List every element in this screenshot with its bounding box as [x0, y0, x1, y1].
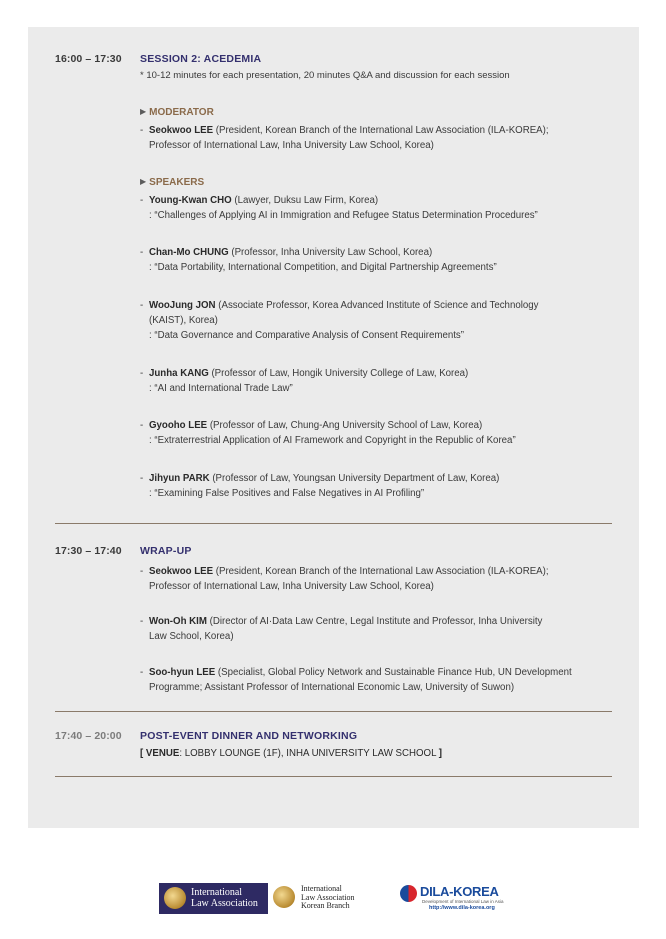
person-name: Gyooho LEE: [149, 420, 208, 431]
moderator-heading-label: MODERATOR: [149, 107, 214, 118]
ila-korea-globe-icon: [273, 886, 295, 908]
dinner-title: POST-EVENT DINNER AND NETWORKING: [140, 730, 358, 742]
ila-korea-line3: Korean Branch: [301, 901, 350, 910]
wrapup-entry: - Soo-hyun LEE (Specialist, Global Policy Network and Sustainable Finance Hub, UN Development Programme; Assistant Professor of International Economic Law, University of Suwon): [140, 665, 625, 695]
talk-title: : “Data Portability, International Competition, and Digital Partnership Agreements”: [149, 262, 497, 273]
program-panel: [28, 27, 639, 828]
person-affiliation: (Professor of Law, Chung-Ang University School of Law, Korea): [207, 420, 483, 431]
person-name: Chan-Mo CHUNG: [149, 247, 229, 258]
person-affiliation: (Associate Professor, Korea Advanced Institute of Science and Technology: [215, 300, 539, 311]
person-affiliation: (Lawyer, Duksu Law Firm, Korea): [231, 195, 379, 206]
ila-globe-icon: [164, 887, 186, 909]
talk-title: : “AI and International Trade Law”: [149, 383, 293, 394]
dila-name: DILA-KOREA: [420, 884, 499, 899]
section-divider: [55, 523, 612, 524]
venue-bracket-close: ]: [438, 748, 443, 759]
person-name: Junha KANG: [149, 368, 209, 379]
person-affiliation: (President, Korean Branch of the International Law Association (ILA-KOREA);: [213, 125, 549, 136]
wrapup-entry: - Won-Oh KIM (Director of AI·Data Law Centre, Legal Institute and Professor, Inha University Law School, Korea): [140, 614, 625, 644]
talk-title: : “Examining False Positives and False Negatives in AI Profiling”: [149, 488, 425, 499]
speakers-heading-label: SPEAKERS: [149, 177, 205, 188]
triangle-right-icon: ▶: [140, 177, 147, 186]
speaker-entry: - Gyooho LEE (Professor of Law, Chung-Ang University School of Law, Korea) : “Extraterrestrial Application of AI Framework and Copyright in the Republic of Korea”: [140, 418, 625, 448]
person-affiliation: (Specialist, Global Policy Network and Sustainable Finance Hub, UN Development: [215, 667, 572, 678]
person-affiliation-cont: Programme; Assistant Professor of International Economic Law, University of Suwon): [149, 682, 515, 693]
ila-korea-line1: International: [301, 884, 342, 893]
dila-mark-icon: [400, 885, 417, 902]
speaker-entry: - WooJung JON (Associate Professor, Korea Advanced Institute of Science and Technology (KAIST), Korea) : “Data Governance and Comparative Analysis of Consent Requirements”: [140, 298, 625, 343]
ila-korea-logo: [273, 885, 373, 913]
talk-title: : “Extraterrestrial Application of AI Framework and Copyright in the Republic of Korea”: [149, 435, 516, 446]
venue-label: VENUE: [145, 748, 180, 759]
ila-logo-line2: Law Association: [191, 898, 258, 909]
sponsor-logos: [0, 883, 666, 915]
section-divider: [55, 711, 612, 712]
ila-korea-line2: Law Association: [301, 892, 355, 902]
session2-title: SESSION 2: ACEDEMIA: [140, 53, 262, 65]
person-affiliation: (Professor, Inha University Law School, Korea): [228, 247, 433, 258]
person-affiliation-cont: Law School, Korea): [149, 631, 234, 642]
speakers-heading: [140, 177, 204, 188]
moderator-heading: [140, 107, 214, 118]
person-name: Won-Oh KIM: [149, 616, 207, 627]
session2-time: 16:00 – 17:30: [55, 53, 122, 65]
person-name: Seokwoo LEE: [149, 125, 214, 136]
person-affiliation: (Director of AI·Data Law Centre, Legal Institute and Professor, Inha University: [206, 616, 543, 627]
person-name: Seokwoo LEE: [149, 566, 214, 577]
person-affiliation-cont: (KAIST), Korea): [149, 315, 218, 326]
dinner-time: 17:40 – 20:00: [55, 730, 122, 742]
person-affiliation-cont: Professor of International Law, Inha University Law School, Korea): [149, 140, 434, 151]
person-affiliation-cont: Professor of International Law, Inha University Law School, Korea): [149, 581, 434, 592]
speaker-entry: - Junha KANG (Professor of Law, Hongik University College of Law, Korea) : “AI and International Trade Law”: [140, 366, 625, 396]
speaker-entry: - Chan-Mo CHUNG (Professor, Inha University Law School, Korea) : “Data Portability, International Competition, and Digital Partnership Agreements”: [140, 245, 625, 275]
wrapup-title: WRAP-UP: [140, 545, 192, 557]
ila-logo-line1: International: [191, 887, 243, 898]
person-name: Jihyun PARK: [149, 473, 210, 484]
person-affiliation: (Professor of Law, Hongik University College of Law, Korea): [208, 368, 469, 379]
speaker-entry: - Young-Kwan CHO (Lawyer, Duksu Law Firm, Korea) : “Challenges of Applying AI in Immigration and Refugee Status Determination Procedures”: [140, 193, 625, 223]
moderator-entry: - Seokwoo LEE (President, Korean Branch of the International Law Association (ILA-KOREA); Professor of International Law, Inha University Law School, Korea): [140, 123, 625, 153]
venue-text: : LOBBY LOUNGE (1F), INHA UNIVERSITY LAW SCHOOL: [179, 748, 439, 759]
ila-logo: [159, 883, 268, 914]
person-name: WooJung JON: [149, 300, 216, 311]
wrapup-time: 17:30 – 17:40: [55, 545, 122, 557]
dila-korea-logo: [400, 883, 510, 915]
person-affiliation: (Professor of Law, Youngsan University Department of Law, Korea): [209, 473, 500, 484]
person-name: Young-Kwan CHO: [149, 195, 232, 206]
speaker-entry: - Jihyun PARK (Professor of Law, Youngsan University Department of Law, Korea) : “Examining False Positives and False Negatives in AI Profiling”: [140, 471, 625, 501]
venue-bracket-open: [: [140, 748, 146, 759]
person-affiliation: (President, Korean Branch of the International Law Association (ILA-KOREA);: [213, 566, 549, 577]
dila-url: http://www.dila-korea.org: [429, 905, 495, 911]
dila-subtitle: Development of International Law in Asia: [422, 899, 504, 904]
triangle-right-icon: ▶: [140, 107, 147, 116]
talk-title: : “Data Governance and Comparative Analysis of Consent Requirements”: [149, 330, 464, 341]
session2-note: * 10-12 minutes for each presentation, 20 minutes Q&A and discussion for each session: [140, 70, 510, 81]
wrapup-entry: - Seokwoo LEE (President, Korean Branch of the International Law Association (ILA-KOREA); Professor of International Law, Inha University Law School, Korea): [140, 564, 625, 594]
section-divider: [55, 776, 612, 777]
talk-title: : “Challenges of Applying AI in Immigration and Refugee Status Determination Procedures”: [149, 210, 538, 221]
person-name: Soo-hyun LEE: [149, 667, 216, 678]
dinner-venue: [140, 748, 442, 759]
